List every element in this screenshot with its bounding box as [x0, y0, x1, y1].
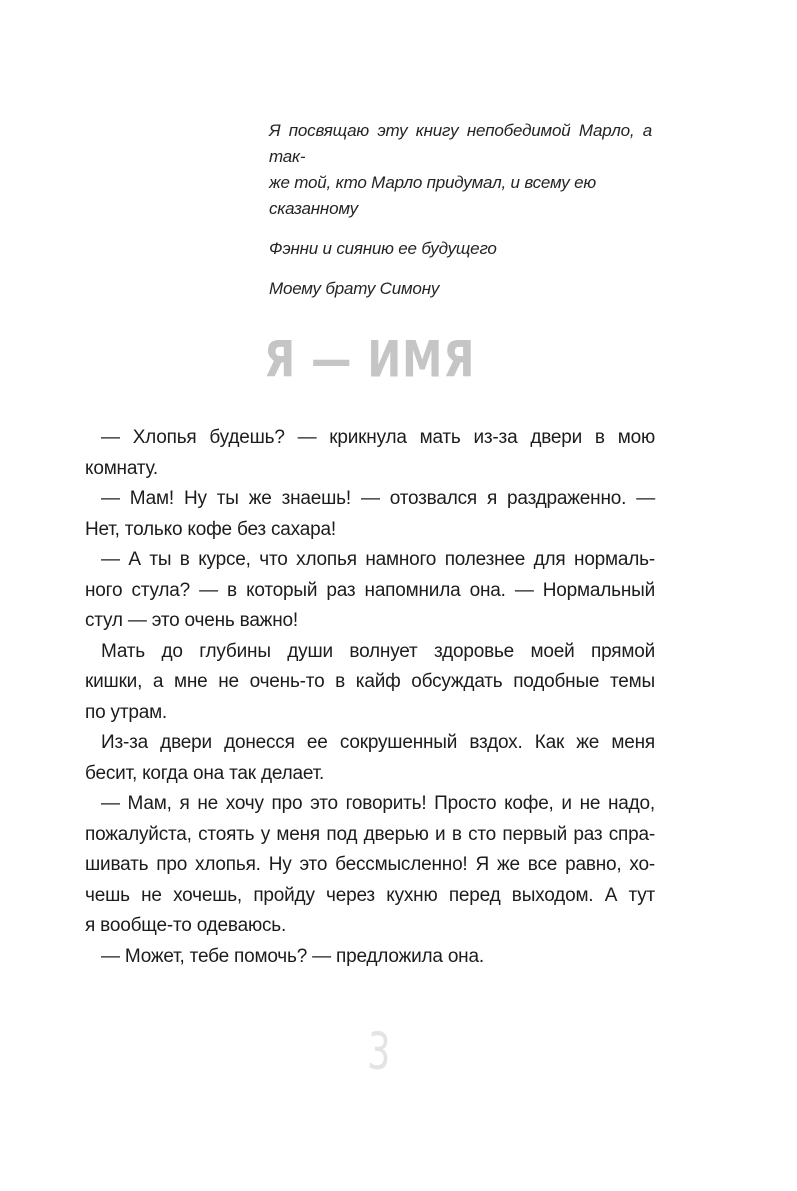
dedication-block: [269, 118, 652, 316]
text-line: комнату.: [85, 457, 158, 479]
text-line: бесит, когда она так делает.: [85, 762, 325, 784]
text-line: стул — это очень важно!: [85, 610, 298, 631]
dedication-line: Фэнни и сиянию ее будущего: [269, 239, 497, 258]
dedication-paragraph: [269, 276, 652, 302]
paragraph: [85, 545, 655, 637]
dedication-line: Моему брату Симону: [269, 279, 440, 298]
text-line: ного стула? — в который раз напомнила она. — Нормальный: [85, 579, 655, 601]
paragraph: [85, 728, 655, 789]
text-line: — Мам! Ну ты же знаешь! — отозвался я раздраженно. —: [101, 488, 655, 509]
text-line: Из-за двери донесся ее сокрушенный вздох. Как же меня: [101, 732, 655, 753]
paragraph: [85, 942, 655, 973]
paragraph: [85, 637, 655, 729]
text-line: Нет, только кофе без сахара!: [85, 518, 336, 540]
text-line: по утрам.: [85, 701, 168, 723]
paragraph: [85, 789, 655, 942]
text-line: — Хлопья будешь? — крикнула мать из-за двери в мою: [101, 427, 655, 448]
text-line: — А ты в курсе, что хлопья намного полезнее для нормаль-: [101, 549, 655, 570]
paragraph: [85, 423, 655, 484]
body-text: [85, 423, 655, 972]
text-line: я вообще-то одеваюсь.: [85, 915, 287, 936]
text-line: — Мам, я не хочу про это говорить! Просто кофе, и не надо,: [101, 793, 655, 814]
text-line: кишки, а мне не очень-то в кайф обсуждать подобные темы: [85, 671, 655, 692]
page-number: 3: [366, 1021, 392, 1082]
text-line: Мать до глубины души волнует здоровье моей прямой: [101, 640, 655, 662]
text-line: пожалуйста, стоять у меня под дверью и в сто первый раз спра-: [85, 823, 655, 845]
paragraph: [85, 484, 655, 545]
text-line: — Может, тебе помочь? — предложила она.: [101, 945, 484, 967]
dedication-line: Я посвящаю эту книгу непобедимой Марло, а так-: [269, 121, 652, 166]
dedication-paragraph: [269, 236, 652, 262]
text-line: чешь не хочешь, пройду через кухню перед выходом. А тут: [85, 884, 655, 906]
dedication-line: же той, кто Марло придумал, и всему ею сказанному: [269, 173, 596, 218]
chapter-title: Я — ИМЯ: [264, 330, 476, 389]
dedication-paragraph: [269, 118, 652, 222]
text-line: шивать про хлопья. Ну это бессмысленно! Я же все равно, хо-: [85, 854, 655, 875]
